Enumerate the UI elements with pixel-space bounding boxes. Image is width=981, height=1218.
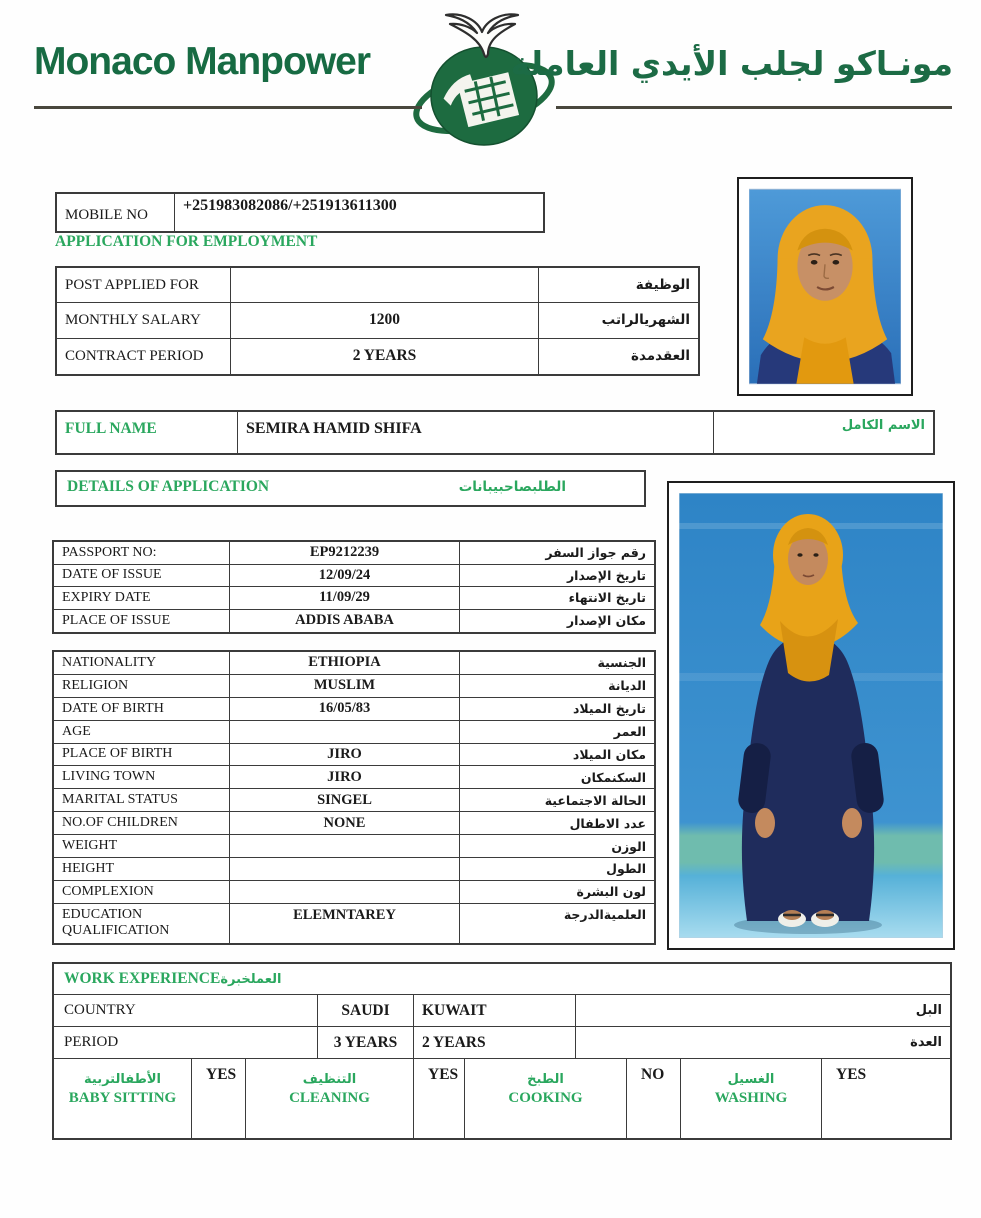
- row-label: DATE OF BIRTH: [54, 698, 230, 721]
- row-label-arabic: مكان الإصدار: [566, 613, 646, 629]
- row-value: 11/09/29: [230, 587, 460, 610]
- row-value: ETHIOPIA: [230, 652, 460, 675]
- period-label-arabic: العدة: [910, 1035, 942, 1050]
- row-label: COMPLEXION: [54, 881, 230, 904]
- row-label: PLACE OF ISSUE: [54, 610, 230, 633]
- period-value-2: 2 YEARS: [414, 1027, 576, 1058]
- row-label-arabic: الجنسية: [460, 652, 654, 675]
- details-title-english: DETAILS OF APPLICATION: [67, 478, 270, 495]
- header-rule-right: [556, 106, 952, 109]
- skills-row: [54, 1059, 950, 1138]
- row-value: 2 YEARS: [231, 339, 539, 374]
- row-label: HEIGHT: [54, 858, 230, 881]
- row-value: NONE: [230, 812, 460, 835]
- row-label: NO.OF CHILDREN: [54, 812, 230, 835]
- skill-label-arabic: التنظيف: [302, 1072, 357, 1087]
- row-label-arabic: رقم جواز السفر: [460, 542, 654, 565]
- work-experience-title: WORK EXPERIENCE: [64, 970, 221, 987]
- full-name-value: SEMIRA HAMID SHIFA: [238, 412, 714, 453]
- row-label-arabic: العلميةالدرجة: [563, 906, 646, 922]
- personal-details-table: [52, 650, 656, 945]
- row-label-arabic: لون البشرة: [460, 881, 654, 904]
- skill-label: CLEANING: [289, 1090, 370, 1106]
- row-label: PLACE OF BIRTH: [54, 744, 230, 767]
- period-label: PERIOD: [54, 1027, 318, 1058]
- period-row: [54, 1027, 950, 1059]
- skill-label-arabic: الطبخ: [527, 1072, 564, 1087]
- row-label-arabic: الحالة الاجتماعية: [460, 789, 654, 812]
- skill-label: BABY SITTING: [68, 1090, 177, 1106]
- brand-name-arabic: مونـاكو لجلب الأيدي العاملة: [510, 44, 953, 83]
- row-label: POST APPLIED FOR: [57, 268, 231, 303]
- row-value: [230, 835, 460, 858]
- applicant-full-body-photo: [667, 481, 955, 950]
- country-label-arabic: البل: [915, 1003, 942, 1018]
- row-label-arabic: العقدمدة: [631, 348, 690, 365]
- country-row: [54, 995, 950, 1027]
- skill-washing: [681, 1059, 822, 1138]
- passport-details-table: [52, 540, 656, 634]
- country-value-2: KUWAIT: [414, 995, 576, 1026]
- row-label: CONTRACT PERIOD: [57, 339, 231, 374]
- row-label-arabic: الشهريالراتب: [539, 303, 698, 338]
- skill-baby-sitting: [54, 1059, 192, 1138]
- row-value: ELEMNTAREY: [230, 904, 460, 943]
- row-value: ADDIS ABABA: [230, 610, 460, 633]
- work-experience-title-arabic: العملخبرة: [220, 971, 282, 987]
- row-label-arabic: الديانة: [460, 675, 654, 698]
- row-value: 1200: [231, 303, 539, 338]
- row-value: MUSLIM: [230, 675, 460, 698]
- full-name-label: FULL NAME: [57, 412, 238, 453]
- full-name-row: [55, 410, 935, 455]
- skill-label: COOKING: [508, 1090, 583, 1106]
- row-label: MARITAL STATUS: [54, 789, 230, 812]
- work-experience-title-row: [54, 964, 950, 995]
- mobile-number-table: [55, 192, 545, 233]
- row-value: EP9212239: [230, 542, 460, 565]
- full-name-label-arabic: الاسم الكامل: [841, 418, 925, 433]
- row-label-arabic: مكان الميلاد: [460, 744, 654, 767]
- row-label: MONTHLY SALARY: [57, 303, 231, 338]
- row-label-arabic: تاريخ الانتهاء: [460, 587, 654, 610]
- period-value-1: 3 YEARS: [318, 1027, 414, 1058]
- row-value: SINGEL: [230, 789, 460, 812]
- row-label: EXPIRY DATE: [54, 587, 230, 610]
- row-value: 12/09/24: [230, 565, 460, 588]
- row-label-arabic: الوزن: [460, 835, 654, 858]
- details-title-arabic: الطلبصاحبيبانات: [458, 479, 566, 495]
- row-label-arabic: العمر: [460, 721, 654, 744]
- row-label: NATIONALITY: [54, 652, 230, 675]
- row-label-arabic: تاريخ الميلاد: [460, 698, 654, 721]
- country-label: COUNTRY: [54, 995, 318, 1026]
- row-value: [230, 881, 460, 904]
- row-label-arabic: عدد الاطفال: [460, 812, 654, 835]
- row-label: EDUCATION QUALIFICATION: [54, 904, 230, 943]
- row-value: 16/05/83: [230, 698, 460, 721]
- row-label-arabic: تاريخ الإصدار: [460, 565, 654, 588]
- skill-answer: YES: [192, 1059, 246, 1138]
- row-label: WEIGHT: [54, 835, 230, 858]
- skill-answer: YES: [836, 1066, 867, 1083]
- brand-name-english: Monaco Manpower: [34, 40, 371, 83]
- skill-cooking: [465, 1059, 627, 1138]
- row-label: AGE: [54, 721, 230, 744]
- post-applied-table: [55, 266, 700, 376]
- row-value: [231, 268, 539, 303]
- row-label-arabic: السكنمكان: [460, 766, 654, 789]
- row-label: LIVING TOWN: [54, 766, 230, 789]
- row-value: JIRO: [230, 744, 460, 767]
- country-value-1: SAUDI: [318, 995, 414, 1026]
- row-label: DATE OF ISSUE: [54, 565, 230, 588]
- work-experience-table: [52, 962, 952, 1140]
- application-title: APPLICATION FOR EMPLOYMENT: [55, 233, 318, 250]
- skill-cleaning: [246, 1059, 414, 1138]
- skill-label-arabic: الغسيل: [727, 1072, 775, 1087]
- row-label: RELIGION: [54, 675, 230, 698]
- row-label-arabic: الطول: [460, 858, 654, 881]
- skill-label: WASHING: [714, 1090, 788, 1106]
- applicant-portrait-photo: [737, 177, 913, 396]
- skill-answer: YES: [414, 1059, 465, 1138]
- mobile-value: +251983082086/+251913611300: [183, 197, 397, 214]
- row-value: JIRO: [230, 766, 460, 789]
- row-value: [230, 858, 460, 881]
- mobile-label: MOBILE NO: [57, 194, 175, 231]
- skill-label-arabic: الأطفالتربية: [84, 1072, 161, 1087]
- row-label: PASSPORT NO:: [54, 542, 230, 565]
- header-rule-left: [34, 106, 422, 109]
- row-label-arabic: الوظيفة: [539, 268, 698, 303]
- skill-answer: NO: [627, 1059, 681, 1138]
- row-value: [230, 721, 460, 744]
- details-of-application-header: [55, 470, 646, 507]
